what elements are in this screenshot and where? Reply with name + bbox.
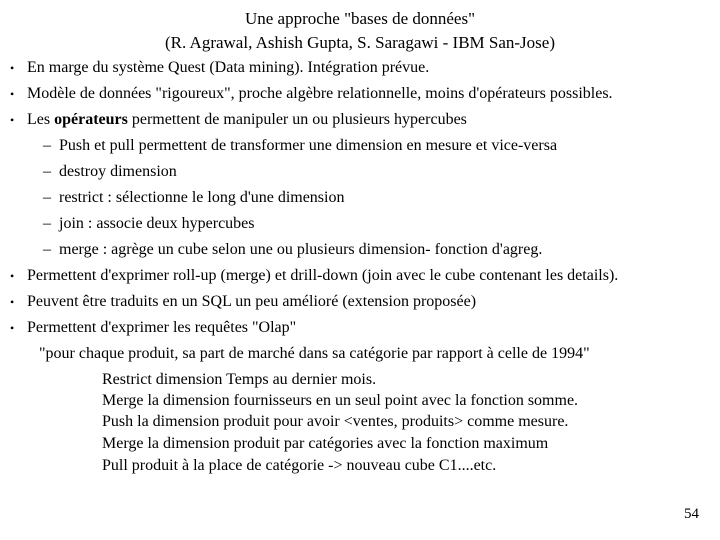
- bullet-text-suffix: permettent de manipuler un ou plusieurs hypercubes: [127, 111, 467, 128]
- example-step: Pull produit à la place de catégorie -> nouveau cube C1....etc.: [102, 457, 497, 474]
- bullet-item: [10, 110, 467, 130]
- slide-subtitle: (R. Agrawal, Ashish Gupta, S. Saragawi - IBM San-Jose): [164, 33, 555, 52]
- bullet-marker: •: [10, 87, 15, 101]
- example-quote: "pour chaque produit, sa part de marché dans sa catégorie par rapport à celle de 1994": [39, 345, 590, 362]
- dash-marker: –: [43, 241, 51, 258]
- bullet-text-emphasis: opérateurs: [54, 111, 128, 128]
- bullet-marker: •: [10, 61, 15, 75]
- bullet-text: En marge du système Quest (Data mining). Intégration prévue.: [27, 59, 430, 76]
- page-number: 54: [684, 506, 699, 522]
- sub-item: [43, 136, 557, 156]
- sub-item: [43, 188, 344, 208]
- sub-item-text: restrict : sélectionne le long d'une dimension: [59, 189, 345, 206]
- dash-marker: –: [43, 215, 51, 232]
- bullet-item: [10, 266, 619, 286]
- sub-item-text: join : associe deux hypercubes: [59, 215, 255, 232]
- sub-item: [43, 162, 177, 182]
- dash-marker: –: [43, 137, 51, 154]
- bullet-text: Modèle de données "rigoureux", proche algèbre relationnelle, moins d'opérateurs possibles.: [27, 85, 613, 102]
- bullet-marker: •: [10, 269, 15, 283]
- bullet-text: Permettent d'exprimer roll-up (merge) et drill-down (join avec le cube contenant les details).: [27, 267, 619, 284]
- bullet-item: [10, 318, 297, 338]
- slide-title: Une approche "bases de données": [244, 9, 476, 28]
- sub-item-text: destroy dimension: [59, 163, 177, 180]
- bullet-text: Peuvent être traduits en un SQL un peu amélioré (extension proposée): [27, 293, 477, 310]
- bullet-marker: •: [10, 321, 15, 335]
- dash-marker: –: [43, 189, 51, 206]
- sub-item: [43, 240, 542, 260]
- bullet-marker: •: [10, 295, 15, 309]
- example-step: Merge la dimension produit par catégories avec la fonction maximum: [102, 435, 549, 452]
- example-step: Merge la dimension fournisseurs en un seul point avec la fonction somme.: [102, 392, 579, 409]
- bullet-marker: •: [10, 113, 15, 127]
- sub-item-text: merge : agrège un cube selon une ou plusieurs dimension- fonction d'agreg.: [59, 241, 543, 258]
- example-step: Restrict dimension Temps au dernier mois.: [102, 371, 377, 388]
- bullet-item: [10, 292, 477, 312]
- sub-item: [43, 214, 255, 234]
- bullet-item: [10, 58, 430, 78]
- dash-marker: –: [43, 163, 51, 180]
- bullet-text: Permettent d'exprimer les requêtes "Olap": [27, 319, 297, 336]
- example-step: Push la dimension produit pour avoir <ventes, produits> comme mesure.: [102, 413, 569, 430]
- bullet-item: [10, 84, 613, 104]
- sub-item-text: Push et pull permettent de transformer une dimension en mesure et vice-versa: [59, 137, 558, 154]
- bullet-text-prefix: Les: [27, 111, 55, 128]
